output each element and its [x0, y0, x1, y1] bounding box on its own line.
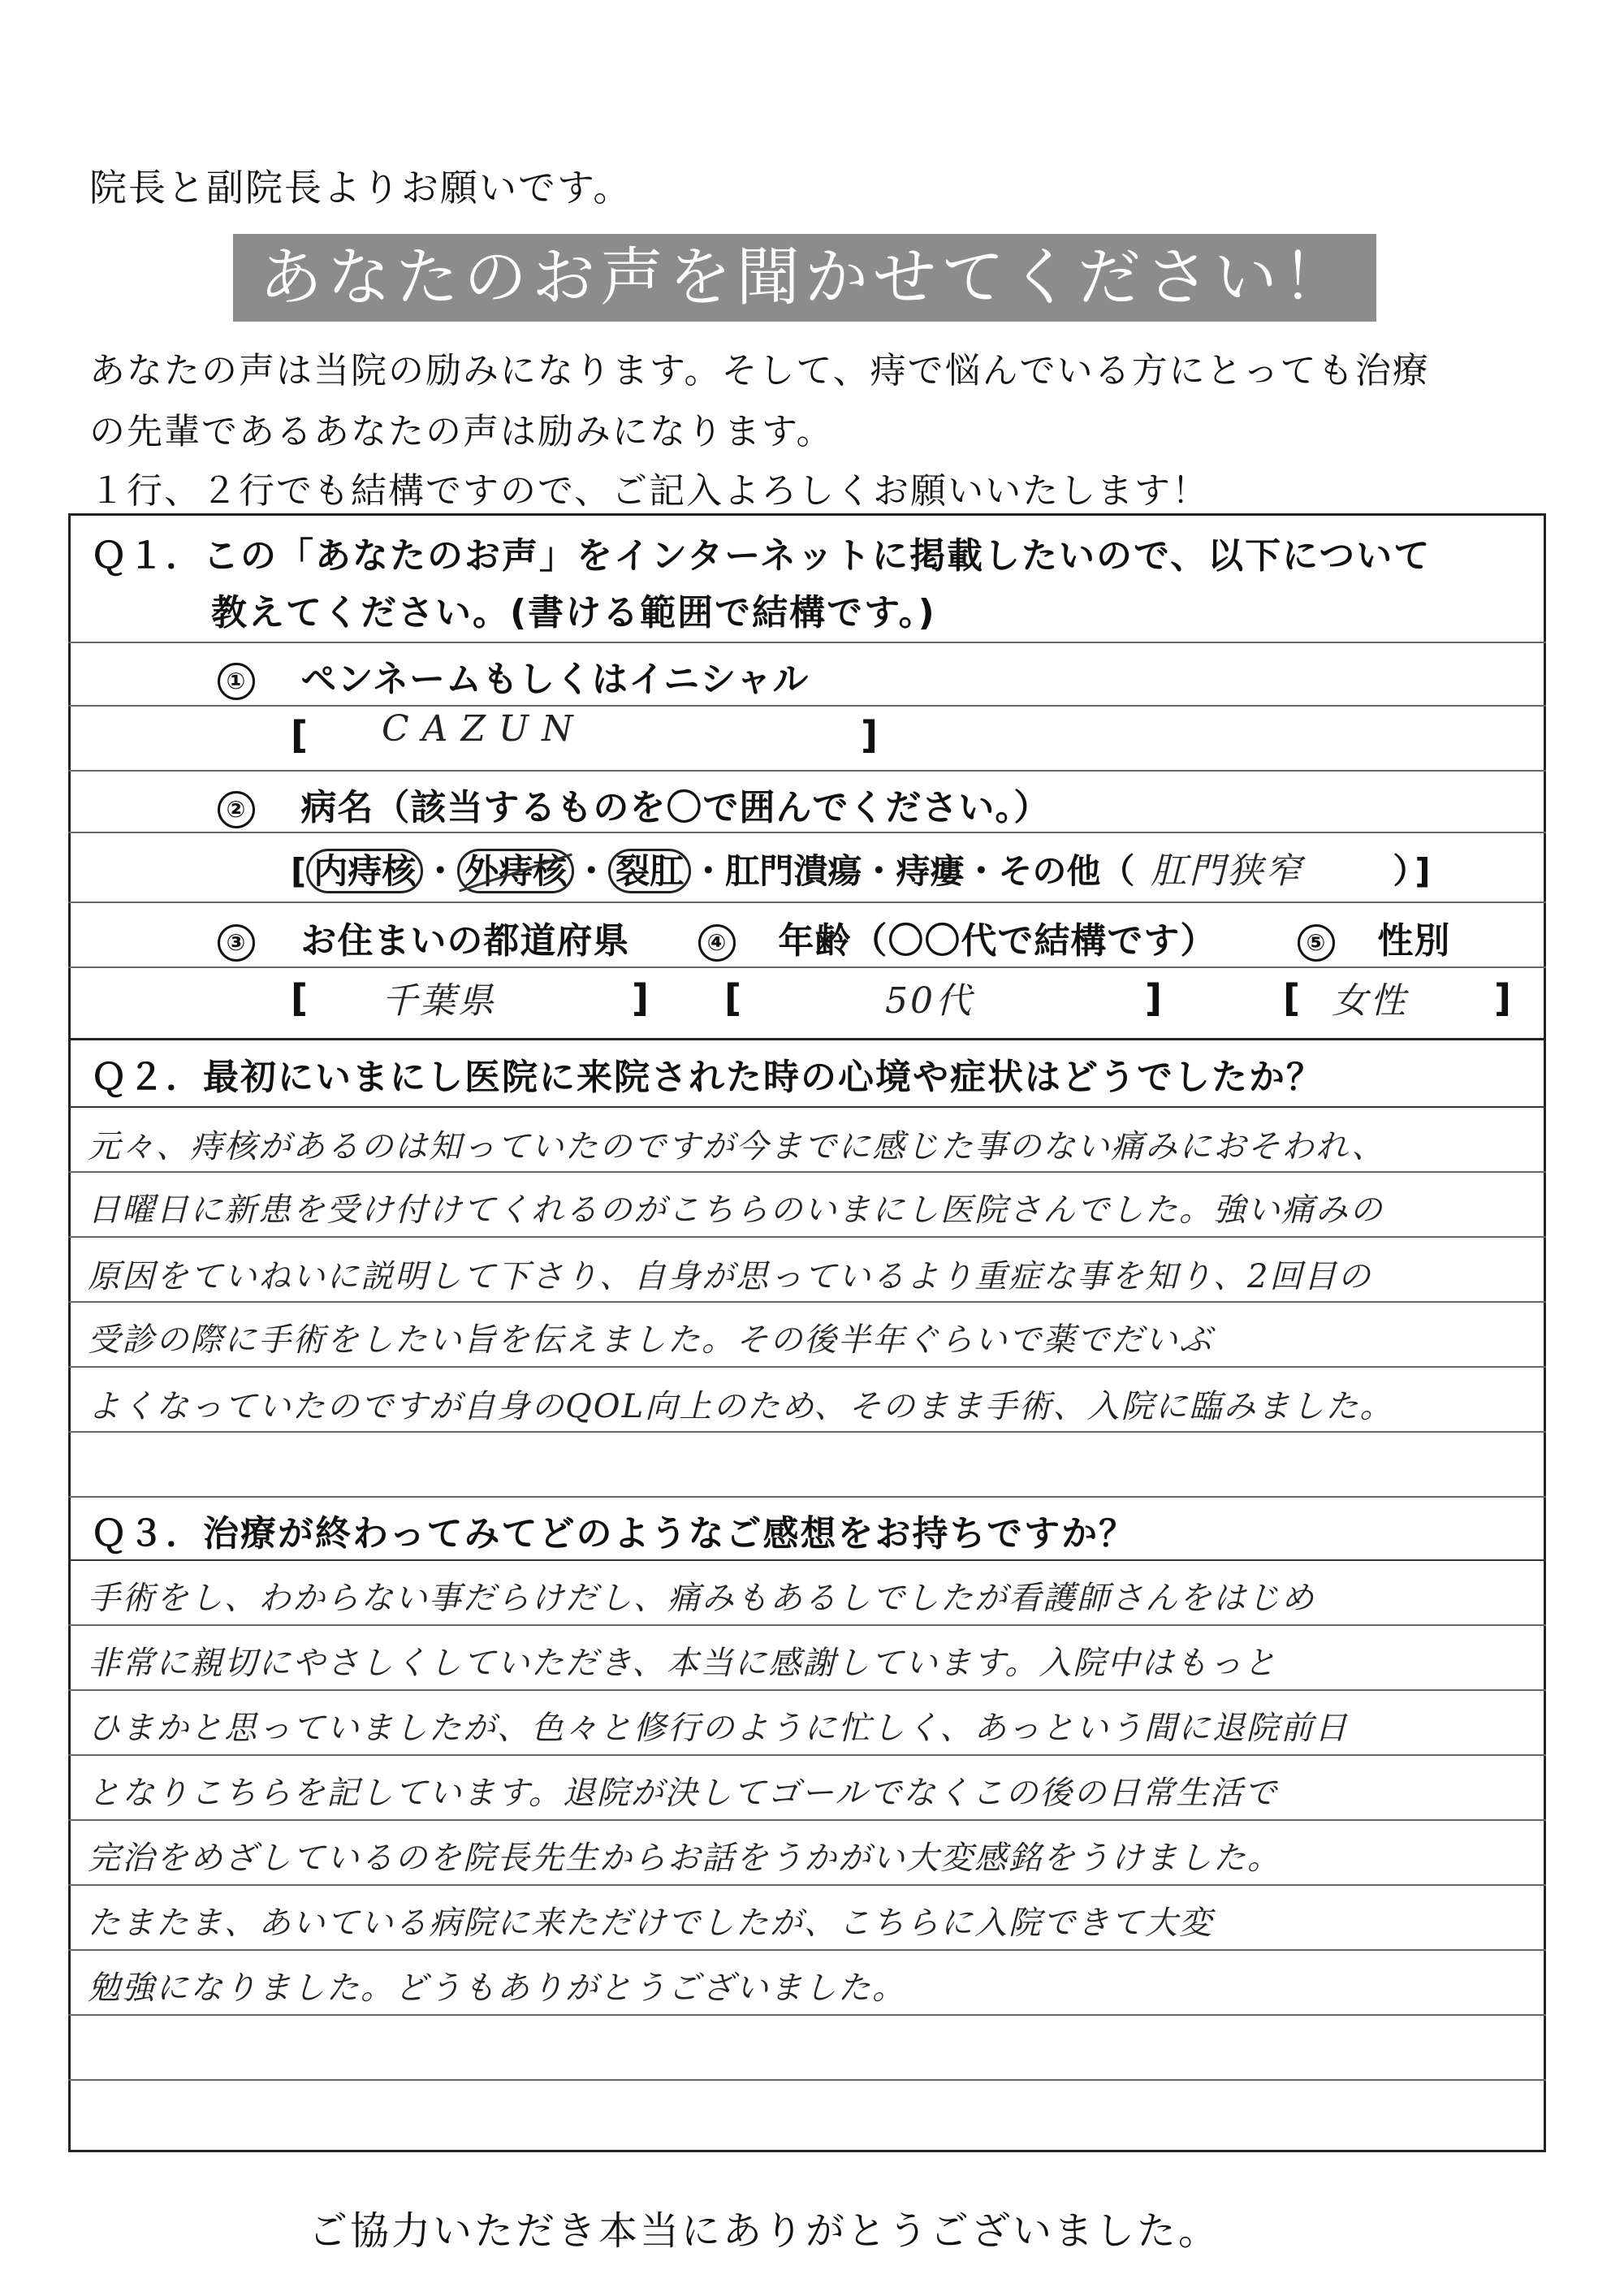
q1-item4-row: ④ 年齢（〇〇代で結構です）	[698, 911, 1216, 963]
q3-answer-line-7: 勉強になりました。どうもありがとうございました。	[88, 1970, 906, 2007]
q3-answer-line-1: 手術をし、わからない事だらけだし、痛みもあるしでしたが看護師さんをはじめ	[88, 1580, 1315, 1617]
q3-title: Ｑ３．治療が終わってみてどのようなご感想をお持ちですか？	[91, 1513, 1137, 1554]
q2-answer-line-3: 原因をていねいに説明して下さり、自身が思っているより重症な事を知り、2回目の	[88, 1258, 1372, 1295]
bracket-open: [	[291, 976, 309, 1020]
q3-answer-line-4: となりこちらを記しています。退院が決してゴールでなくこの後の日常生活で	[88, 1775, 1278, 1812]
age-value: 50代	[885, 980, 974, 1022]
option-anal-fissure: 裂肛	[608, 849, 691, 893]
bracket-close: ]	[1494, 976, 1512, 1020]
gender-value: 女性	[1332, 980, 1408, 1022]
prefecture-value: 千葉県	[382, 980, 496, 1022]
q3-answer-line-2: 非常に親切にやさしくしていただき、本当に感謝しています。入院中はもっと	[88, 1645, 1278, 1682]
number-badge: ⑤	[1298, 924, 1335, 962]
pen-name-value: CAZUN	[382, 708, 586, 750]
bracket-open: [	[1283, 976, 1301, 1020]
bracket-close: ]	[1145, 976, 1163, 1020]
q3-answer-line-5: 完治をめざしているのを院長先生からお話をうかがい大変感銘をうけました。	[88, 1840, 1281, 1877]
q1-item5-row: ⑤ 性別	[1298, 911, 1450, 963]
bracket-open: [	[291, 713, 309, 757]
q1-title-line-1: Ｑ１．この「あなたのお声」をインターネットに掲載したいので、以下について	[91, 535, 1432, 577]
q1-item2-label: ② 病名（該当するものを〇で囲んでください。）	[218, 778, 1050, 830]
q3-answer-line-6: たまたま、あいている病院に来ただけでしたが、こちらに入院できて大変	[88, 1905, 1213, 1942]
q1-item3-row: ③ お住まいの都道府県	[218, 911, 629, 963]
disease-options: [ 内痔核 ・ 外痔核 ・ 裂肛 ・肛門潰瘍・痔瘻・その他（ 肛門狭窄 ） ]	[291, 850, 1431, 892]
banner-title: あなたのお声を聞かせてください！	[233, 234, 1376, 322]
intro-line-3: １行、２行でも結構ですので、ご記入よろしくお願いいたします！	[89, 470, 1210, 512]
other-disease-value: 肛門狭窄	[1151, 850, 1304, 892]
q1-item1-label: ① ペンネームもしくはイニシャル	[218, 650, 809, 702]
q2-answer-line-5: よくなっていたのですが自身のQOL向上のため、そのまま手術、入院に臨みました。	[88, 1388, 1394, 1425]
option-internal-hemorrhoid: 内痔核	[306, 849, 423, 893]
q3-answer-line-3: ひまかと思っていましたが、色々と修行のように忙しく、あっという間に退院前日	[88, 1710, 1349, 1747]
number-badge: ①	[218, 663, 255, 700]
option-external-hemorrhoid: 外痔核	[457, 849, 574, 893]
intro-line-1: あなたの声は当院の励みになります。そして、痔で悩んでいる方にとっても治療	[89, 350, 1430, 391]
bracket-close: ]	[861, 713, 879, 757]
q1-title-line-2: 教えてください。(書ける範囲で結構です。)	[211, 592, 936, 633]
q2-title: Ｑ２．最初にいまにし医院に来院された時の心境や症状はどうでしたか？	[91, 1057, 1324, 1098]
q2-answer-line-1: 元々、痔核があるのは知っていたのですが今までに感じた事のない痛みにおそわれ、	[88, 1128, 1386, 1165]
option-anal-fistula: 痔瘻	[896, 851, 965, 891]
request-heading: 院長と副院長よりお願いです。	[89, 166, 633, 210]
number-badge: ②	[218, 791, 255, 828]
thank-you-footer: ご協力いただき本当にありがとうございました。	[309, 2208, 1220, 2254]
number-badge: ③	[218, 924, 255, 962]
q2-answer-line-2: 日曜日に新患を受け付けてくれるのがこちらのいまにし医院さんでした。強い痛みの	[88, 1191, 1384, 1229]
bracket-open: [	[291, 851, 307, 891]
number-badge: ④	[698, 924, 736, 962]
option-anal-ulcer: 肛門潰瘍	[725, 851, 862, 891]
bracket-open: [	[724, 976, 742, 1020]
bracket-close: ]	[632, 976, 650, 1020]
intro-line-2: の先輩であるあなたの声は励みになります。	[89, 411, 834, 452]
bracket-close: ]	[1415, 851, 1431, 891]
option-other: その他	[998, 851, 1101, 891]
q2-answer-line-4: 受診の際に手術をしたい旨を伝えました。その後半年ぐらいで薬でだいぶ	[88, 1321, 1213, 1359]
